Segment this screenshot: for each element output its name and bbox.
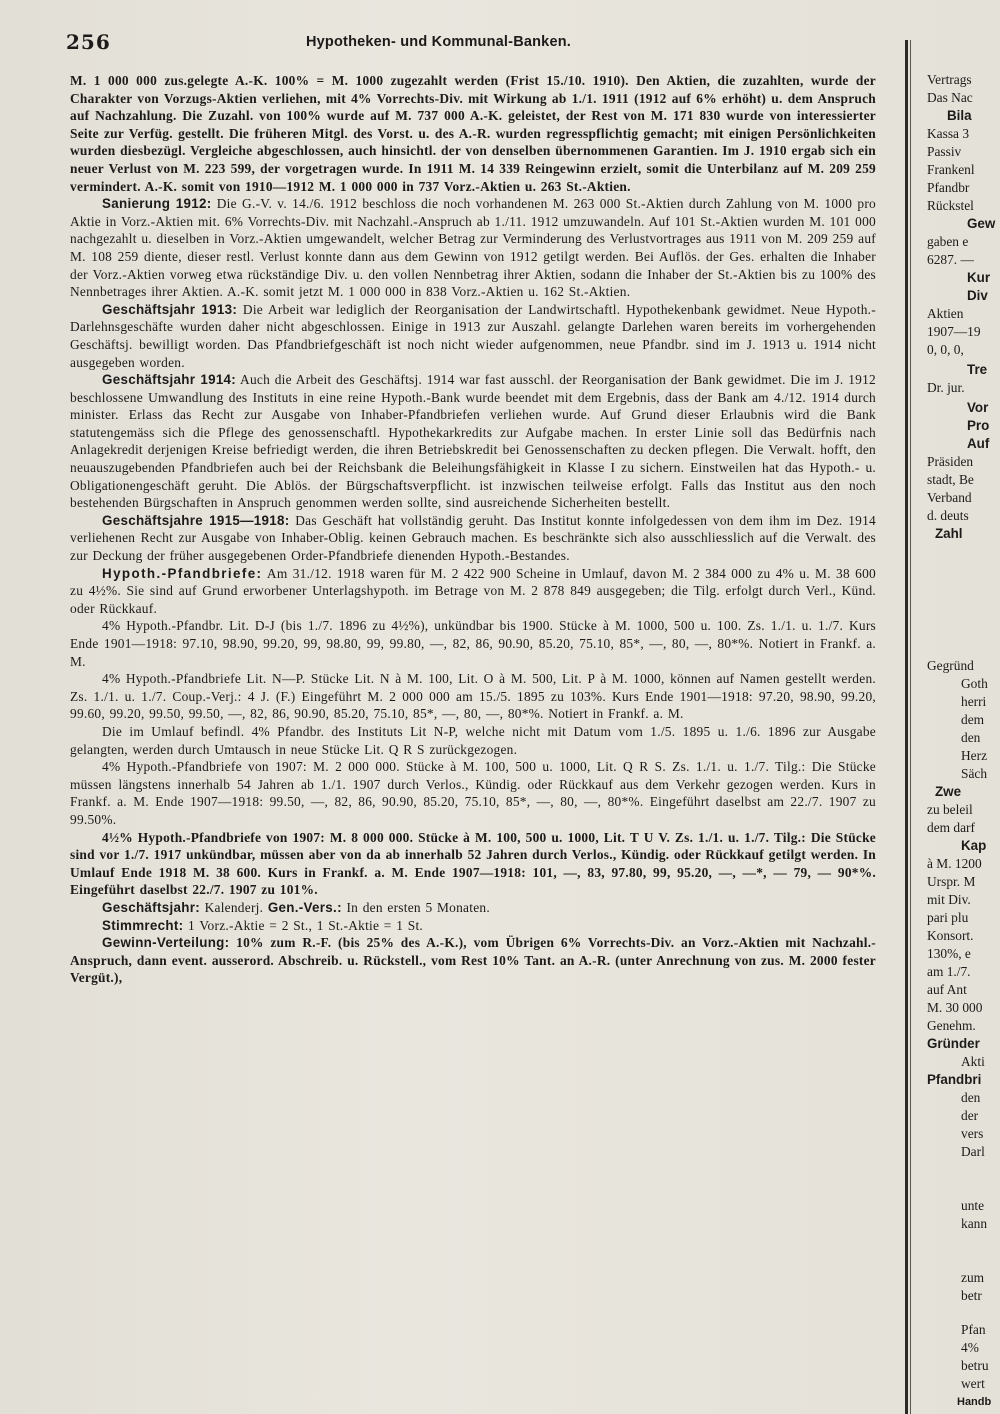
paragraph-umtausch: [70, 723, 876, 758]
paragraph-geschaeftsjahr: [70, 899, 876, 917]
side-line: Div: [967, 288, 988, 303]
side-line: Urspr. M: [927, 874, 976, 889]
side-line: Goth: [961, 676, 988, 691]
side-line: dem: [961, 712, 985, 727]
side-line: Pfandbr: [927, 180, 970, 195]
side-line: auf Ant: [927, 982, 967, 997]
side-line: Tre: [967, 362, 988, 377]
side-line: der: [961, 1108, 979, 1123]
paragraph-text: 1 Vorz.-Aktie = 2 St., 1 St.-Aktie = 1 St.: [188, 917, 424, 933]
paragraph-text: In den ersten 5 Monaten.: [346, 899, 490, 915]
side-line: betr: [961, 1288, 982, 1303]
side-line: Kassa 3: [927, 126, 970, 141]
side-line: Genehm.: [927, 1018, 976, 1033]
paragraph-sanierung: [70, 195, 876, 301]
side-line: am 1./7.: [927, 964, 971, 979]
side-line: Darl: [961, 1144, 985, 1159]
paragraph-text: Kalenderj.: [204, 899, 264, 915]
side-line: dem darf: [927, 820, 975, 835]
side-line: Zahl: [935, 526, 963, 541]
side-line: Bila: [947, 108, 972, 123]
side-line: Handb: [957, 1396, 992, 1408]
side-line: zum: [961, 1270, 985, 1285]
section-label: Gen.-Vers.:: [267, 899, 342, 915]
side-line: Pfan: [961, 1322, 986, 1337]
section-label: Geschäftsjahr 1914:: [102, 372, 237, 388]
column-divider: [905, 40, 908, 1414]
side-line: mit Div.: [927, 892, 971, 907]
side-line: Kur: [967, 270, 991, 285]
side-line: herri: [961, 694, 987, 709]
paragraph-lit-dj: [70, 617, 876, 670]
side-line: Pro: [967, 418, 990, 433]
paragraph-fiscal-1914: [70, 371, 876, 512]
paragraph-capital-history: [70, 72, 876, 195]
side-line: Gew: [967, 216, 996, 231]
paragraph-fiscal-1913: [70, 301, 876, 371]
paragraph-text: 4% Hypoth.-Pfandbriefe von 1907: M. 2 000 000. Stücke à M. 100, 500 u. 1000, Lit. Q R S. Zs. 1./1. u. 1./7. Tilg.: Die Stücke müssen längstens innerhalb 54 Jahren ab 1./1. 1907 durch Verlos., Kündig. oder Rückkauf aus dem Verkehr gezogen werden. Kurs in Frankf. a. M. Ende 1907—1918: 99.50, —, 82, 86, 90.90, 85.20, 75.10, 85*, —, 80, —, 80*%. Eingeführt daselbst am 22./7. 1907 zu 99.50%.: [70, 759, 876, 827]
page-header: [66, 30, 896, 60]
paragraph-fiscal-1915-1918: [70, 512, 876, 565]
side-line: wert: [961, 1376, 985, 1391]
page-number: 256: [66, 30, 111, 54]
section-label: Hypoth.-Pfandbriefe:: [102, 565, 263, 581]
side-line: den: [961, 1090, 981, 1105]
side-line: Herz: [961, 748, 988, 763]
side-line: Pfandbri: [927, 1072, 982, 1087]
side-line: Passiv: [927, 144, 962, 159]
paragraph-pfandbriefe-1907-4: [70, 758, 876, 828]
side-line: Zwe: [935, 784, 962, 799]
side-line: Vertrags: [927, 72, 972, 87]
side-line: Frankenl: [927, 162, 975, 177]
side-line: 4%: [961, 1340, 979, 1355]
side-line: Verband: [927, 490, 972, 505]
section-label: Geschäftsjahr 1913:: [102, 301, 238, 317]
side-line: Dr. jur.: [927, 380, 965, 395]
side-line: 6287. —: [927, 252, 974, 267]
side-line: 130%, e: [927, 946, 971, 961]
side-line: Säch: [961, 766, 988, 781]
paragraph-text: M. 1 000 000 zus.gelegte A.-K. 100% = M. 1000 zugezahlt werden (Frist 15./10. 1910). Den Aktien, die zuzahlten, wurde der Charakter von Vorzugs-Aktien verliehen, mit 4% Vorrechts-Div. mit Wirkung ab 1./1. 1911 (1912 auf 6% erhöht) u. dem Anspruch auf Nachzahlung. Die Zuzahl. von 100% wurde auf M. 737 000 A.-K. geleistet, der Rest von M. 171 830 wurde von interessierter Seite zur Verfüg. gestellt. Die früheren Mitgl. des Vorst. u. des A.-R. wurden regresspflichtig gemacht; mit einigen Persönlichkeiten wurden diesbezügl. Vergleiche abgeschlossen, auch hinsichtl. der von denselben übernommenen Garantien. Im J. 1910 ergab sich ein neuer Verlust von M. 223 599, der vorgetragen wurde. In 1911 M. 14 339 Reingewinn erzielt, somit die Unterbilanz auf M. 209 259 vermindert. A.-K. somit von 1910—1912 M. 1 000 000 in 737 Vorz.-Aktien u. 263 St.-Aktien.: [70, 73, 876, 194]
paragraph-lit-np: [70, 670, 876, 723]
paragraph-text: 10% zum R.-F. (bis 25% des A.-K.), vom Übrigen 6% Vorrechts-Div. an Vorz.-Aktien mit Nachzahl.-Anspruch, dann event. ausserord. Abschreib. u. Rückstell., vom Rest 10% Tant. an A.-R. (unter Anrechnung von zus. M. 2000 fester Vergüt.),: [70, 935, 876, 986]
side-line: à M. 1200: [927, 856, 982, 871]
section-label: Gewinn-Verteilung:: [102, 935, 230, 951]
paragraph-pfandbriefe-1907-4-5: [70, 829, 876, 899]
paragraph-gewinn-verteilung: [70, 934, 876, 987]
paragraph-text: 4% Hypoth.-Pfandbriefe Lit. N—P. Stücke Lit. N à M. 100, Lit. O à M. 500, Lit. P à M. 1000, können auf Namen gestellt werden. Zs. 1./1. u. 1./7. Coup.-Verj.: 4 J. (F.) Eingeführt M. 2 000 000 am 15./5. 1895 zu 103%. Kurs Ende 1901—1918: 97.20, 98.90, 99.20, 99.60, 99.20, 99.50, 99.50, —, 82, 86, 90.90, 85.20, 75.10, 85*, —, 80, —, 80*%. Notiert in Frankf. a. M.: [70, 671, 876, 722]
paragraph-pfandbriefe: [70, 565, 876, 618]
side-line: Gründer: [927, 1036, 980, 1051]
side-line: Aktien: [927, 306, 964, 321]
section-label: Geschäftsjahre 1915—1918:: [102, 512, 290, 528]
side-line: kann: [961, 1216, 988, 1231]
paragraph-text: Das Geschäft hat vollständig geruht. Das Institut konnte infolgedessen von dem ihm im Dez. 1914 verliehenen Recht zur Ausgabe von Inhaber-Oblig. keinen Gebrauch machen. Es beschränkte sich also ausschliesslich auf die Verwalt. des zur Deckung der früher ausgegebenen Order-Pfandbriefe dienenden Hypoth.-Bestandes.: [70, 512, 876, 564]
paragraph-stimmrecht: [70, 917, 876, 935]
paragraph-text: Die Arbeit war lediglich der Reorganisation der Landwirtschaftl. Hypothekenbank gewidmet. Neue Hypoth.-Darlehnsgeschäfte wurden daher nicht abgeschlossen. Einige in 1913 zur Auszahl. gelangte Darlehen waren bereits im vorhergehenden Geschäftsj. bewilligt worden. Das Pfandbriefgeschäft ist noch nicht wieder aufgenommen, neue Pfandbr. sind im J. 1913 u. 1914 nicht ausgegeben worden.: [70, 301, 876, 370]
side-line: den: [961, 730, 981, 745]
side-line: Präsiden: [927, 454, 974, 469]
side-line: vers: [961, 1126, 984, 1141]
side-line: Vor: [967, 400, 989, 415]
side-line: Akti: [961, 1054, 985, 1069]
side-line: betru: [961, 1358, 989, 1373]
side-line: Auf: [967, 436, 990, 451]
paragraph-text: Am 31./12. 1918 waren für M. 2 422 900 Scheine in Umlauf, davon M. 2 384 000 zu 4% u. M. 38 600 zu 4½%. Sie sind auf Grund erworbener Unterlagshypoth. im Betrage von M. 2 878 849 ausgegeben; die Tilg. erfolgt durch Verl., Künd. oder Rückkauf.: [70, 565, 876, 616]
column-divider-inner: [910, 40, 911, 1414]
section-label: Geschäftsjahr:: [102, 899, 200, 915]
side-line: zu beleil: [927, 802, 973, 817]
side-line: Das Nac: [927, 90, 973, 105]
side-line: Kap: [961, 838, 987, 853]
side-line: M. 30 000: [927, 1000, 983, 1015]
running-title: Hypotheken- und Kommunal-Banken.: [306, 34, 571, 50]
side-line: d. deuts: [927, 508, 969, 523]
side-line: Rückstel: [927, 198, 974, 213]
side-line: pari plu: [927, 910, 969, 925]
side-line: gaben e: [927, 234, 969, 249]
paragraph-text: Die G.-V. v. 14./6. 1912 beschloss die noch vorhandenen M. 263 000 St.-Aktien durch Zahlung von M. 1000 pro Aktie in Vorz.-Aktien mit. 6% Vorrechts-Div. mit Nachzahl.-Anspruch ab 1./11. 1912 umzuwandeln. Auf 101 St.-Aktien wurden M. 101 000 nachgezahlt u. dieselben in Vorz.-Aktien umgewandelt, welcher Betrag zur Verminderung des Verlustvortrages aus 1911 von M. 209 259 auf M. 108 259 diente, dieser restl. Verlust konnte dann aus dem Gewinn von 1912 getilgt werden. Bei Auflös. der Ges. erhalten die Inhaber der Vorz.-Aktien vorweg etwa rückständige Div. u. den vollen Nennbetrag ihrer Aktien, sodann die Inhaber der St.-Aktien bis zu 100% des Nennbetrages ihrer Aktien. A.-K. somit jetzt M. 1 000 000 in 838 Vorz.-Aktien u. 162 St.-Aktien.: [70, 196, 876, 300]
side-line: Konsort.: [927, 928, 974, 943]
section-label: Stimmrecht:: [102, 917, 184, 933]
section-label: Sanierung 1912:: [102, 196, 212, 212]
paragraph-text: 4½% Hypoth.-Pfandbriefe von 1907: M. 8 000 000. Stücke à M. 100, 500 u. 1000, Lit. T U V. Zs. 1./1. u. 1./7. Tilg.: Die Stücke sind vor 1./7. 1917 unkündbar, müssen aber von da ab innerhalb 52 Jahren durch Verlos., Kündig. oder Rückkauf getilgt werden. In Umlauf Ende 1918 M. 38 600. Kurs in Frankf. a. M. Ende 1907—1918: 101, —, 83, 97.80, 99, 95.20, —, —*, — 79, — 90*%. Eingeführt daselbst 22./7. 1907 zu 101%.: [70, 829, 876, 898]
paragraph-text: 4% Hypoth.-Pfandbr. Lit. D-J (bis 1./7. 1896 zu 4½%), unkündbar bis 1900. Stücke à M. 1000, 500 u. 100. Zs. 1./1. u. 1./7. Kurs Ende 1901—1918: 97.10, 98.90, 99.20, 99, 98.80, 99, 99.80, —, 82, 86, 90.90, 85.20, 75.10, 85*, —, 80, —, 80*%. Notiert in Frankf. a. M.: [70, 618, 876, 669]
side-line: Gegründ: [927, 658, 974, 673]
side-line: stadt, Be: [927, 472, 974, 487]
side-line: unte: [961, 1198, 985, 1213]
paragraph-text: Auch die Arbeit des Geschäftsj. 1914 war fast ausschl. der Reorganisation der Bank gewidmet. Die im J. 1912 beschlossene Umwandlung des Instituts in eine reine Hypoth.-Bank wurde beendet mit dem Ergebnis, dass der Bank am 4./12. 1914 durch minister. Erlass das Recht zur Ausgabe von Inhaber-Pfandbriefen verliehen wurde. Auf Grund dieser Erlaubnis wird die Bank statutengemäss sich die Pflege des genossenschaftl. Hypothekarkredits zur Aufgabe machen. In erster Linie soll das Bedürfnis nach Anlagekredit derjenigen Kreise befriedigt werden, die ihren Betriebskredit bei Genossenschaften zu decken pflegen. Die Verwalt. hofft, den neuauszugebenden Pfandbriefen auch bei der Reichsbank die Beleihungsfähigkeit in Klasse I zu sichern. Einstweilen hat das Hypoth.- u. Obligationengeschäft geruht. Die Ablös. der Bürgschaftsverpflicht. ist inzwischen teilweise erfolgt. Falls das Institut aus den noch bestehenden Bürgschaften in Anspruch genommen werden sollte, sind ausreichende Sicherheiten bestellt.: [70, 372, 876, 511]
side-line: 1907—19: [927, 324, 981, 339]
paragraph-text: Die im Umlauf befindl. 4% Pfandbr. des Instituts Lit N-P, welche nicht mit Datum vom 1./5. 1895 u. 1./6. 1896 zur Ausgabe gelangten, werden durch Umtausch in neue Stücke Lit. Q R S zurückgezogen.: [70, 723, 876, 757]
main-column: [70, 72, 876, 987]
side-line: 0, 0, 0,: [927, 342, 964, 357]
